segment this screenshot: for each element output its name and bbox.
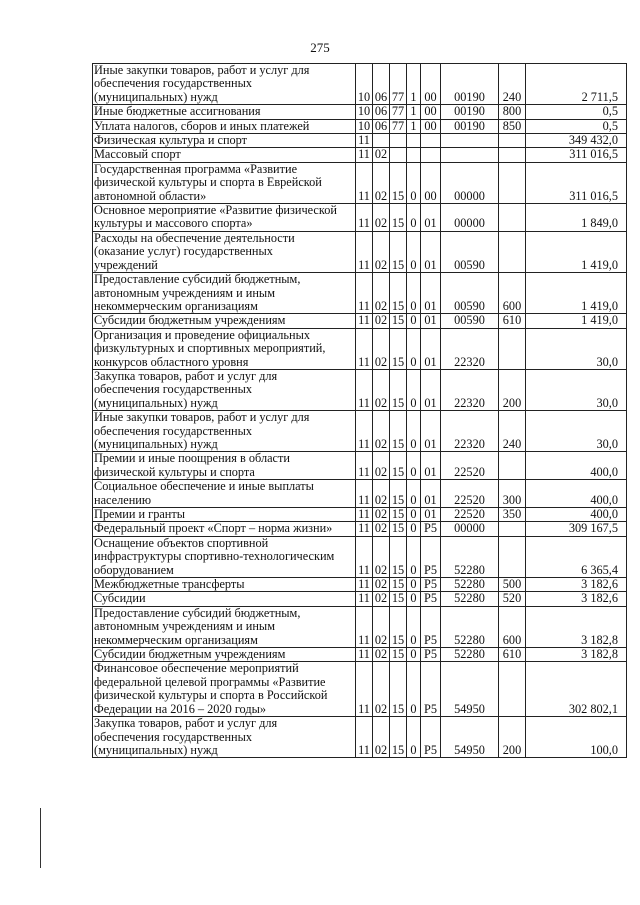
- subprogram-cell: 0: [407, 369, 421, 410]
- event-cell: 01: [421, 231, 441, 272]
- item-name-line: Межбюджетные трансферты: [94, 577, 245, 592]
- program-cell: 15: [390, 578, 407, 592]
- table-row: [93, 231, 627, 272]
- expense-type-cell: 800: [499, 105, 526, 119]
- section-cell: 11: [356, 314, 373, 328]
- table-row: [93, 134, 627, 148]
- item-name-cell: [93, 105, 356, 119]
- item-name-cell: [93, 578, 356, 592]
- program-cell: 15: [390, 411, 407, 452]
- item-name-line: учреждений: [94, 257, 158, 272]
- expense-type-cell: 610: [499, 314, 526, 328]
- direction-code-cell: 52280: [441, 578, 499, 592]
- item-name-line: физической культуры и спорта в Российской: [94, 688, 328, 703]
- item-name-cell: [93, 592, 356, 606]
- expense-type-cell: 200: [499, 369, 526, 410]
- table-row: [93, 662, 627, 717]
- subsection-cell: 02: [373, 717, 390, 758]
- event-cell: 00: [421, 64, 441, 105]
- program-cell: 15: [390, 314, 407, 328]
- expense-type-cell: 610: [499, 648, 526, 662]
- section-cell: 11: [356, 162, 373, 203]
- item-name-line: (муниципальных) нужд: [94, 742, 218, 757]
- table-row: [93, 606, 627, 647]
- expense-type-cell: 200: [499, 717, 526, 758]
- expense-type-cell: 350: [499, 508, 526, 522]
- event-cell: P5: [421, 578, 441, 592]
- subprogram-cell: 0: [407, 662, 421, 717]
- item-name-cell: [93, 536, 356, 577]
- table-row: [93, 648, 627, 662]
- subsection-cell: 02: [373, 411, 390, 452]
- program-cell: 15: [390, 328, 407, 369]
- item-name-line: обеспечения государственных: [94, 76, 253, 91]
- item-name-line: Финансовое обеспечение мероприятий: [94, 661, 299, 676]
- item-name-cell: [93, 134, 356, 148]
- item-name-line: Основное мероприятие «Развитие физической: [94, 203, 337, 218]
- subsection-cell: 06: [373, 64, 390, 105]
- item-name-line: оборудованием: [94, 562, 174, 577]
- item-name-cell: [93, 64, 356, 105]
- item-name-line: некоммерческим организациям: [94, 632, 258, 647]
- item-name-line: культуры и массового спорта»: [94, 216, 253, 231]
- subsection-cell: 02: [373, 314, 390, 328]
- program-cell: 77: [390, 105, 407, 119]
- item-name-line: автономным учреждениям и иным: [94, 619, 275, 634]
- item-name-line: обеспечения государственных: [94, 729, 253, 744]
- subprogram-cell: 0: [407, 592, 421, 606]
- direction-code-cell: 00590: [441, 314, 499, 328]
- subsection-cell: 02: [373, 369, 390, 410]
- program-cell: 15: [390, 717, 407, 758]
- amount-cell: 349 432,0: [526, 134, 627, 148]
- table-row: [93, 328, 627, 369]
- item-name-line: Закупка товаров, работ и услуг для: [94, 369, 278, 383]
- section-cell: 11: [356, 648, 373, 662]
- direction-code-cell: 00590: [441, 273, 499, 314]
- amount-cell: 2 711,5: [526, 64, 627, 105]
- item-name-line: (муниципальных) нужд: [94, 436, 218, 451]
- subprogram-cell: 0: [407, 162, 421, 203]
- program-cell: 15: [390, 452, 407, 480]
- section-cell: 11: [356, 148, 373, 162]
- event-cell: P5: [421, 662, 441, 717]
- section-cell: 11: [356, 522, 373, 536]
- section-cell: 11: [356, 134, 373, 148]
- subprogram-cell: 0: [407, 273, 421, 314]
- direction-code-cell: 22520: [441, 508, 499, 522]
- item-name-line: населению: [94, 492, 152, 507]
- subsection-cell: 02: [373, 522, 390, 536]
- item-name-cell: [93, 314, 356, 328]
- table-row: [93, 717, 627, 758]
- table-row: [93, 452, 627, 480]
- item-name-cell: [93, 328, 356, 369]
- subprogram-cell: 0: [407, 452, 421, 480]
- subsection-cell: 02: [373, 162, 390, 203]
- subprogram-cell: 0: [407, 578, 421, 592]
- item-name-cell: [93, 452, 356, 480]
- program-cell: 15: [390, 522, 407, 536]
- amount-cell: 30,0: [526, 369, 627, 410]
- item-name-line: Предоставление субсидий бюджетным,: [94, 606, 301, 620]
- direction-code-cell: 22320: [441, 328, 499, 369]
- subprogram-cell: 0: [407, 648, 421, 662]
- section-cell: 11: [356, 452, 373, 480]
- subprogram-cell: 0: [407, 536, 421, 577]
- subsection-cell: 02: [373, 606, 390, 647]
- expense-type-cell: [499, 231, 526, 272]
- event-cell: 00: [421, 162, 441, 203]
- subsection-cell: 02: [373, 536, 390, 577]
- subprogram-cell: 0: [407, 522, 421, 536]
- subprogram-cell: 1: [407, 119, 421, 133]
- program-cell: 15: [390, 480, 407, 508]
- amount-cell: 302 802,1: [526, 662, 627, 717]
- expense-type-cell: [499, 536, 526, 577]
- item-name-cell: [93, 231, 356, 272]
- expense-type-cell: [499, 148, 526, 162]
- item-name-line: Федеральный проект «Спорт – норма жизни»: [94, 521, 333, 536]
- subprogram-cell: 0: [407, 231, 421, 272]
- item-name-line: Закупка товаров, работ и услуг для: [94, 716, 278, 731]
- direction-code-cell: 52280: [441, 536, 499, 577]
- table-row: [93, 480, 627, 508]
- item-name-cell: [93, 162, 356, 203]
- expense-type-cell: 240: [499, 64, 526, 105]
- item-name-cell: [93, 606, 356, 647]
- event-cell: 01: [421, 273, 441, 314]
- item-name-line: (оказание услуг) государственных: [94, 244, 273, 259]
- event-cell: 01: [421, 508, 441, 522]
- direction-code-cell: [441, 148, 499, 162]
- section-cell: 11: [356, 536, 373, 577]
- item-name-cell: [93, 662, 356, 717]
- section-cell: 11: [356, 508, 373, 522]
- item-name-cell: [93, 148, 356, 162]
- item-name-line: Федерации на 2016 – 2020 годы»: [94, 701, 267, 716]
- program-cell: 15: [390, 592, 407, 606]
- amount-cell: 6 365,4: [526, 536, 627, 577]
- item-name-line: Предоставление субсидий бюджетным,: [94, 272, 301, 287]
- amount-cell: 311 016,5: [526, 148, 627, 162]
- section-cell: 10: [356, 119, 373, 133]
- section-cell: 11: [356, 480, 373, 508]
- direction-code-cell: 54950: [441, 717, 499, 758]
- table-row: [93, 314, 627, 328]
- amount-cell: 1 849,0: [526, 204, 627, 232]
- event-cell: P5: [421, 717, 441, 758]
- subprogram-cell: 0: [407, 328, 421, 369]
- direction-code-cell: 00000: [441, 204, 499, 232]
- item-name-line: Иные бюджетные ассигнования: [94, 104, 261, 119]
- item-name-line: Физическая культура и спорт: [94, 133, 248, 148]
- event-cell: P5: [421, 592, 441, 606]
- program-cell: 15: [390, 536, 407, 577]
- subprogram-cell: [407, 148, 421, 162]
- event-cell: 01: [421, 411, 441, 452]
- direction-code-cell: 52280: [441, 606, 499, 647]
- event-cell: [421, 148, 441, 162]
- expense-type-cell: 600: [499, 606, 526, 647]
- event-cell: P5: [421, 606, 441, 647]
- table-row: [93, 64, 627, 105]
- item-name-line: обеспечения государственных: [94, 423, 253, 438]
- item-name-line: некоммерческим организациям: [94, 298, 258, 313]
- item-name-line: физической культуры и спорта: [94, 464, 255, 479]
- item-name-cell: [93, 204, 356, 232]
- item-name-line: Расходы на обеспечение деятельности: [94, 231, 295, 245]
- amount-cell: 30,0: [526, 411, 627, 452]
- item-name-cell: [93, 273, 356, 314]
- subsection-cell: 02: [373, 648, 390, 662]
- item-name-line: Государственная программа «Развитие: [94, 162, 298, 176]
- item-name-cell: [93, 648, 356, 662]
- section-cell: 11: [356, 204, 373, 232]
- item-name-line: Иные закупки товаров, работ и услуг для: [94, 63, 310, 77]
- section-cell: 11: [356, 328, 373, 369]
- table-row: [93, 273, 627, 314]
- expense-type-cell: 600: [499, 273, 526, 314]
- amount-cell: 400,0: [526, 480, 627, 508]
- section-cell: 11: [356, 273, 373, 314]
- item-name-cell: [93, 369, 356, 410]
- expense-type-cell: [499, 328, 526, 369]
- item-name-line: автономным учреждениям и иным: [94, 285, 275, 300]
- budget-table: [92, 63, 627, 758]
- event-cell: 00: [421, 105, 441, 119]
- program-cell: 15: [390, 648, 407, 662]
- subsection-cell: 02: [373, 328, 390, 369]
- subprogram-cell: 0: [407, 204, 421, 232]
- item-name-line: физкультурных и спортивных мероприятий,: [94, 341, 326, 356]
- event-cell: [421, 134, 441, 148]
- item-name-line: Организация и проведение официальных: [94, 328, 311, 342]
- event-cell: 01: [421, 204, 441, 232]
- expense-type-cell: 300: [499, 480, 526, 508]
- item-name-cell: [93, 717, 356, 758]
- subsection-cell: 06: [373, 119, 390, 133]
- event-cell: 01: [421, 452, 441, 480]
- item-name-line: Субсидии: [94, 591, 146, 606]
- amount-cell: 309 167,5: [526, 522, 627, 536]
- expense-type-cell: [499, 452, 526, 480]
- program-cell: 15: [390, 204, 407, 232]
- direction-code-cell: 22320: [441, 369, 499, 410]
- amount-cell: 1 419,0: [526, 231, 627, 272]
- item-name-line: (муниципальных) нужд: [94, 89, 218, 104]
- expense-type-cell: [499, 522, 526, 536]
- subsection-cell: 02: [373, 273, 390, 314]
- item-name-cell: [93, 411, 356, 452]
- program-cell: 15: [390, 606, 407, 647]
- amount-cell: 400,0: [526, 508, 627, 522]
- subprogram-cell: 0: [407, 508, 421, 522]
- amount-cell: 311 016,5: [526, 162, 627, 203]
- subsection-cell: 02: [373, 231, 390, 272]
- direction-code-cell: [441, 134, 499, 148]
- item-name-line: физической культуры и спорта в Еврейской: [94, 175, 322, 190]
- subsection-cell: 02: [373, 480, 390, 508]
- amount-cell: 100,0: [526, 717, 627, 758]
- program-cell: 77: [390, 119, 407, 133]
- table-row: [93, 105, 627, 119]
- event-cell: P5: [421, 648, 441, 662]
- subsection-cell: 02: [373, 592, 390, 606]
- table-row: [93, 148, 627, 162]
- expense-type-cell: 500: [499, 578, 526, 592]
- table-row: [93, 369, 627, 410]
- subsection-cell: 02: [373, 578, 390, 592]
- item-name-line: конкурсов областного уровня: [94, 354, 249, 369]
- expense-type-cell: 520: [499, 592, 526, 606]
- event-cell: P5: [421, 536, 441, 577]
- subprogram-cell: 1: [407, 64, 421, 105]
- item-name-line: Субсидии бюджетным учреждениям: [94, 647, 286, 662]
- section-cell: 11: [356, 369, 373, 410]
- amount-cell: 1 419,0: [526, 314, 627, 328]
- table-row: [93, 536, 627, 577]
- expense-type-cell: [499, 204, 526, 232]
- amount-cell: 3 182,6: [526, 578, 627, 592]
- program-cell: 15: [390, 662, 407, 717]
- section-cell: 11: [356, 592, 373, 606]
- amount-cell: 0,5: [526, 119, 627, 133]
- subsection-cell: 02: [373, 662, 390, 717]
- program-cell: 15: [390, 508, 407, 522]
- direction-code-cell: 00190: [441, 64, 499, 105]
- subsection-cell: [373, 134, 390, 148]
- subsection-cell: 02: [373, 204, 390, 232]
- program-cell: 77: [390, 64, 407, 105]
- event-cell: P5: [421, 522, 441, 536]
- subprogram-cell: 0: [407, 314, 421, 328]
- section-cell: 11: [356, 717, 373, 758]
- item-name-line: Премии и иные поощрения в области: [94, 451, 290, 466]
- amount-cell: 3 182,8: [526, 606, 627, 647]
- amount-cell: 30,0: [526, 328, 627, 369]
- item-name-line: федеральной целевой программы «Развитие: [94, 674, 326, 689]
- subsection-cell: 02: [373, 508, 390, 522]
- amount-cell: 0,5: [526, 105, 627, 119]
- event-cell: 01: [421, 369, 441, 410]
- section-cell: 11: [356, 606, 373, 647]
- direction-code-cell: 00190: [441, 105, 499, 119]
- expense-type-cell: 850: [499, 119, 526, 133]
- item-name-line: обеспечения государственных: [94, 382, 253, 397]
- event-cell: 01: [421, 328, 441, 369]
- amount-cell: 3 182,8: [526, 648, 627, 662]
- program-cell: 15: [390, 162, 407, 203]
- margin-line: [40, 808, 41, 868]
- direction-code-cell: 52280: [441, 592, 499, 606]
- direction-code-cell: 22320: [441, 411, 499, 452]
- item-name-cell: [93, 522, 356, 536]
- direction-code-cell: 22520: [441, 452, 499, 480]
- item-name-line: Массовый спорт: [94, 147, 181, 162]
- section-cell: 11: [356, 411, 373, 452]
- table-row: [93, 592, 627, 606]
- item-name-cell: [93, 480, 356, 508]
- program-cell: 15: [390, 231, 407, 272]
- item-name-line: Премии и гранты: [94, 507, 186, 521]
- subprogram-cell: 0: [407, 606, 421, 647]
- item-name-line: автономной области»: [94, 188, 207, 203]
- section-cell: 11: [356, 578, 373, 592]
- item-name-line: Иные закупки товаров, работ и услуг для: [94, 410, 310, 425]
- expense-type-cell: [499, 134, 526, 148]
- direction-code-cell: 00000: [441, 162, 499, 203]
- table-row: [93, 522, 627, 536]
- subsection-cell: 02: [373, 452, 390, 480]
- subprogram-cell: 0: [407, 480, 421, 508]
- table-row: [93, 119, 627, 133]
- item-name-line: (муниципальных) нужд: [94, 395, 218, 410]
- section-cell: 10: [356, 105, 373, 119]
- program-cell: [390, 148, 407, 162]
- section-cell: 10: [356, 64, 373, 105]
- table-body: [93, 64, 627, 758]
- item-name-line: Субсидии бюджетным учреждениям: [94, 313, 286, 328]
- subprogram-cell: 0: [407, 411, 421, 452]
- program-cell: 15: [390, 369, 407, 410]
- event-cell: 01: [421, 480, 441, 508]
- expense-type-cell: [499, 162, 526, 203]
- table-row: [93, 162, 627, 203]
- expense-type-cell: [499, 662, 526, 717]
- subsection-cell: 06: [373, 105, 390, 119]
- direction-code-cell: 22520: [441, 480, 499, 508]
- direction-code-cell: 54950: [441, 662, 499, 717]
- subsection-cell: 02: [373, 148, 390, 162]
- item-name-line: Уплата налогов, сборов и иных платежей: [94, 119, 310, 133]
- table-row: [93, 578, 627, 592]
- item-name-line: Социальное обеспечение и иные выплаты: [94, 479, 314, 494]
- direction-code-cell: 00000: [441, 522, 499, 536]
- program-cell: [390, 134, 407, 148]
- direction-code-cell: 00190: [441, 119, 499, 133]
- event-cell: 00: [421, 119, 441, 133]
- program-cell: 15: [390, 273, 407, 314]
- item-name-cell: [93, 508, 356, 522]
- table-row: [93, 508, 627, 522]
- subprogram-cell: [407, 134, 421, 148]
- amount-cell: 1 419,0: [526, 273, 627, 314]
- event-cell: 01: [421, 314, 441, 328]
- direction-code-cell: 52280: [441, 648, 499, 662]
- section-cell: 11: [356, 662, 373, 717]
- section-cell: 11: [356, 231, 373, 272]
- expense-type-cell: 240: [499, 411, 526, 452]
- direction-code-cell: 00590: [441, 231, 499, 272]
- amount-cell: 400,0: [526, 452, 627, 480]
- item-name-line: Оснащение объектов спортивной: [94, 536, 269, 550]
- item-name-line: инфраструктуры спортивно-технологическим: [94, 549, 335, 564]
- page-number: 275: [310, 40, 330, 55]
- table-row: [93, 411, 627, 452]
- subprogram-cell: 1: [407, 105, 421, 119]
- item-name-cell: [93, 119, 356, 133]
- subprogram-cell: 0: [407, 717, 421, 758]
- amount-cell: 3 182,6: [526, 592, 627, 606]
- table-row: [93, 204, 627, 232]
